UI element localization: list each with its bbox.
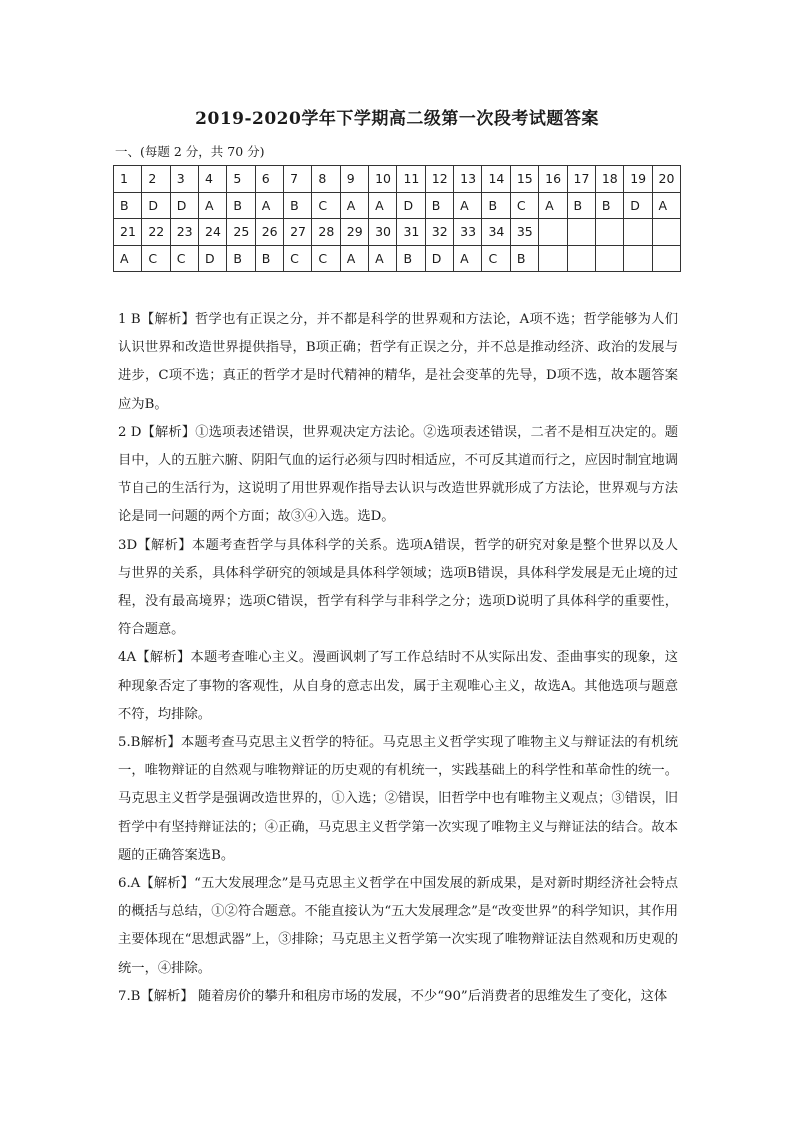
table-cell: 27: [284, 219, 312, 246]
table-cell: A: [114, 245, 142, 272]
table-cell: 35: [510, 219, 538, 246]
table-cell: B: [510, 245, 538, 272]
table-cell: 11: [397, 166, 425, 193]
table-cell: [567, 245, 595, 272]
table-cell: 2: [142, 166, 170, 193]
table-cell: B: [397, 245, 425, 272]
table-cell: 19: [624, 166, 652, 193]
table-cell: 31: [397, 219, 425, 246]
table-cell: C: [482, 245, 510, 272]
table-cell: 7: [284, 166, 312, 193]
table-cell: [595, 245, 623, 272]
table-cell: [624, 219, 652, 246]
table-cell: 17: [567, 166, 595, 193]
table-cell: 13: [454, 166, 482, 193]
table-cell: C: [312, 192, 340, 219]
table-cell: 32: [425, 219, 453, 246]
table-row: [114, 245, 681, 272]
table-cell: [624, 245, 652, 272]
table-cell: 26: [255, 219, 283, 246]
table-cell: C: [142, 245, 170, 272]
table-cell: A: [539, 192, 567, 219]
table-cell: D: [425, 245, 453, 272]
table-cell: D: [142, 192, 170, 219]
table-cell: [652, 219, 680, 246]
table-cell: 15: [510, 166, 538, 193]
explanations: [118, 306, 678, 1011]
table-cell: C: [170, 245, 198, 272]
table-cell: A: [454, 245, 482, 272]
table-cell: C: [312, 245, 340, 272]
table-cell: 33: [454, 219, 482, 246]
table-cell: 10: [369, 166, 397, 193]
table-cell: [595, 219, 623, 246]
table-cell: 25: [227, 219, 255, 246]
table-cell: 24: [199, 219, 227, 246]
table-cell: 18: [595, 166, 623, 193]
table-cell: C: [284, 245, 312, 272]
table-cell: 20: [652, 166, 680, 193]
table-cell: 1: [114, 166, 142, 193]
table-cell: B: [227, 192, 255, 219]
table-cell: C: [510, 192, 538, 219]
table-cell: 29: [340, 219, 368, 246]
table-cell: [539, 219, 567, 246]
explanation-4: 4A【解析】本题考查唯心主义。漫画讽刺了写工作总结时不从实际出发、歪曲事实的现象，这种现象否定了事物的客观性，从自身的意志出发，属于主观唯心主义，故选A。其他选项与题意不符，均排除。: [118, 650, 678, 722]
table-cell: A: [255, 192, 283, 219]
table-cell: 16: [539, 166, 567, 193]
table-cell: B: [114, 192, 142, 219]
table-cell: A: [340, 192, 368, 219]
table-cell: A: [652, 192, 680, 219]
table-cell: 5: [227, 166, 255, 193]
table-cell: 4: [199, 166, 227, 193]
table-cell: D: [199, 245, 227, 272]
table-cell: B: [255, 245, 283, 272]
table-cell: A: [340, 245, 368, 272]
table-cell: D: [170, 192, 198, 219]
table-cell: B: [425, 192, 453, 219]
table-cell: A: [454, 192, 482, 219]
explanation-2: 2 D【解析】①选项表述错误，世界观决定方法论。②选项表述错误，二者不是相互决定的。题目中，人的五脏六腑、阴阳气血的运行必须与四时相适应，不可反其道而行之，应因时制宜地调节自己的生活行为，这说明了用世界观作指导去认识与改造世界就形成了方法论，世界观与方法论是同一问题的两个方面；故③④入选。选D。: [118, 424, 678, 525]
table-row: [114, 192, 681, 219]
section-header: 一、(每题 2 分，共 70 分): [115, 144, 265, 159]
table-cell: B: [567, 192, 595, 219]
table-cell: D: [397, 192, 425, 219]
table-cell: A: [369, 245, 397, 272]
table-cell: [539, 245, 567, 272]
table-cell: B: [595, 192, 623, 219]
table-cell: [567, 219, 595, 246]
table-cell: A: [199, 192, 227, 219]
table-cell: 3: [170, 166, 198, 193]
table-cell: 21: [114, 219, 142, 246]
table-cell: B: [284, 192, 312, 219]
table-cell: D: [624, 192, 652, 219]
table-row: [114, 166, 681, 193]
answer-table: [113, 165, 681, 272]
table-cell: B: [482, 192, 510, 219]
table-row: [114, 219, 681, 246]
table-cell: 6: [255, 166, 283, 193]
explanation-3: 3D【解析】本题考查哲学与具体科学的关系。选项A错误，哲学的研究对象是整个世界以及人与世界的关系，具体科学研究的领域是具体科学领域；选项B错误，具体科学发展是无止境的过程，没有最高境界；选项C错误，哲学有科学与非科学之分；选项D说明了具体科学的重要性，符合题意。: [118, 537, 678, 638]
table-cell: 12: [425, 166, 453, 193]
explanation-7: 7.B【解析】 随着房价的攀升和租房市场的发展，不少“90”后消费者的思维发生了变化，这体: [118, 988, 668, 1004]
table-cell: 30: [369, 219, 397, 246]
table-cell: 14: [482, 166, 510, 193]
table-cell: 9: [340, 166, 368, 193]
table-cell: B: [227, 245, 255, 272]
table-cell: 28: [312, 219, 340, 246]
table-cell: 22: [142, 219, 170, 246]
page-title: 2019-2020学年下学期高二级第一次段考试题答案: [195, 109, 599, 129]
table-cell: [652, 245, 680, 272]
table-cell: 8: [312, 166, 340, 193]
table-cell: 23: [170, 219, 198, 246]
explanation-1: 1 B【解析】哲学也有正误之分，并不都是科学的世界观和方法论，A项不选；哲学能够为人们认识世界和改造世界提供指导，B项正确；哲学有正误之分，并不总是推动经济、政治的发展与进步，C项不选；真正的哲学才是时代精神的精华，是社会变革的先导，D项不选，故本题答案应为B。: [118, 312, 678, 412]
table-cell: A: [369, 192, 397, 219]
explanation-5: 5.B解析】本题考查马克思主义哲学的特征。马克思主义哲学实现了唯物主义与辩证法的有机统一，唯物辩证的自然观与唯物辩证的历史观的有机统一，实践基础上的科学性和革命性的统一。马克思主义哲学是强调改造世界的，①入选；②错误，旧哲学中也有唯物主义观点；③错误，旧哲学中有坚持辩证法的；④正确，马克思主义哲学第一次实现了唯物主义与辩证法的结合。故本题的正确答案选B。: [118, 735, 678, 863]
table-cell: 34: [482, 219, 510, 246]
explanation-6: 6.A【解析】“五大发展理念”是马克思主义哲学在中国发展的新成果，是对新时期经济社会特点的概括与总结，①②符合题意。不能直接认为“五大发展理念”是“改变世界”的科学知识，其作用主要体现在“思想武器”上，③排除；马克思主义哲学第一次实现了唯物辩证法自然观和历史观的统一，④排除。: [118, 876, 678, 976]
